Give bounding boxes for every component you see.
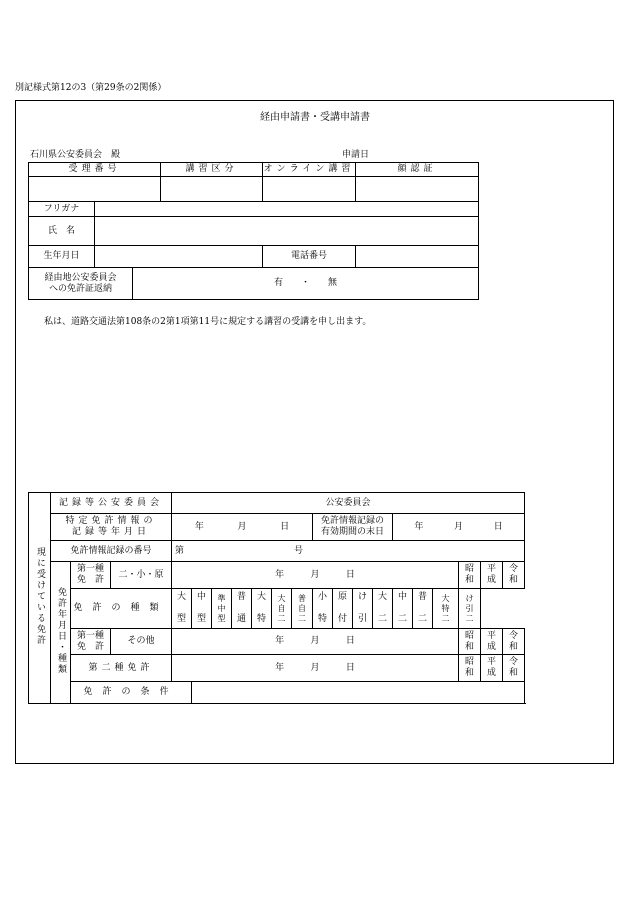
specific-info-label: 特定免許情報の 記録等年月日: [51, 514, 172, 541]
era-showa[interactable]: 昭 和: [459, 562, 481, 589]
conditions-field[interactable]: [192, 682, 525, 704]
license-type-label: 免許の種類: [71, 589, 172, 629]
furigana-field[interactable]: [95, 202, 479, 217]
name-field[interactable]: [95, 217, 479, 246]
license-type-9[interactable]: け 引: [353, 589, 373, 629]
record-commission-label: 記録等公安委員会: [51, 493, 172, 514]
other-label: その他: [111, 629, 172, 655]
license-return-label: 経由地公安委員会 への免許証返納: [29, 268, 133, 300]
era-heisei-3[interactable]: 平 成: [481, 655, 503, 682]
license-type-8[interactable]: 原 付: [333, 589, 353, 629]
second-class-label: 第二種免許: [71, 655, 172, 682]
license-type-5[interactable]: 大 自 二: [272, 589, 292, 629]
second-class-date[interactable]: 年 月 日: [172, 655, 459, 682]
record-number-field[interactable]: 第 号: [172, 541, 525, 562]
online-course-cell[interactable]: [263, 177, 356, 202]
face-auth-header: 顔認証: [356, 163, 479, 177]
first-class-other-label: 第一種 免 許: [71, 629, 111, 655]
first-class-label: 第一種 免 許: [71, 562, 111, 589]
specific-info-date[interactable]: 年 月 日: [172, 514, 313, 541]
birth-field[interactable]: [95, 246, 263, 268]
license-type-4[interactable]: 大 特: [252, 589, 272, 629]
era-heisei[interactable]: 平 成: [481, 562, 503, 589]
era-reiwa[interactable]: 令 和: [503, 562, 525, 589]
license-type-11[interactable]: 中 二: [393, 589, 413, 629]
face-auth-cell[interactable]: [356, 177, 479, 202]
course-category-cell[interactable]: [161, 177, 263, 202]
license-type-10[interactable]: 大 二: [373, 589, 393, 629]
era-heisei-2[interactable]: 平 成: [481, 629, 503, 655]
license-return-options[interactable]: 有 ・ 無: [133, 268, 479, 300]
license-type-2[interactable]: 準 中 型: [212, 589, 232, 629]
license-type-7[interactable]: 小 特: [313, 589, 333, 629]
phone-label: 電話番号: [263, 246, 356, 268]
declaration: 私は、道路交通法第108条の2第1項第11号に規定する講習の受講を申し出ます。: [44, 317, 372, 327]
first-class-other-date[interactable]: 年 月 日: [172, 629, 459, 655]
addressee: 石川県公安委員会 殿: [30, 150, 121, 160]
record-commission-value[interactable]: 公安委員会: [172, 493, 525, 514]
receipt-number-cell[interactable]: [29, 177, 161, 202]
license-type-14[interactable]: け 引 二: [459, 589, 481, 629]
first-class-small-date[interactable]: 年 月 日: [172, 562, 459, 589]
record-number-label: 免許情報記録の番号: [51, 541, 172, 562]
era-showa-2[interactable]: 昭 和: [459, 629, 481, 655]
license-date-type-side-label: 免許年月日・種類: [51, 562, 71, 704]
phone-field[interactable]: [356, 246, 479, 268]
course-category-header: 講習区分: [161, 163, 263, 177]
form-number: 別記様式第12の3（第29条の2関係）: [15, 83, 167, 93]
name-label: 氏 名: [29, 217, 95, 246]
current-license-side-label: 現に受けている免許: [29, 493, 51, 704]
receipt-number-header: 受理番号: [29, 163, 161, 177]
license-type-12[interactable]: 普 二: [413, 589, 433, 629]
era-reiwa-3[interactable]: 令 和: [503, 655, 525, 682]
online-course-header: オンライン講習: [263, 163, 356, 177]
license-type-6[interactable]: 普 自 二: [292, 589, 313, 629]
license-type-0[interactable]: 大 型: [172, 589, 192, 629]
license-type-1[interactable]: 中 型: [192, 589, 212, 629]
expiry-date[interactable]: 年 月 日: [393, 514, 525, 541]
license-type-13[interactable]: 大 特 二: [433, 589, 459, 629]
era-reiwa-2[interactable]: 令 和: [503, 629, 525, 655]
license-table: [28, 492, 525, 704]
birth-label: 生年月日: [29, 246, 95, 268]
form-title: 経由申請書・受講申請書: [260, 112, 370, 123]
applicant-table: [28, 162, 479, 300]
license-type-3[interactable]: 普 通: [232, 589, 252, 629]
conditions-label: 免許の条件: [71, 682, 192, 704]
expiry-label: 免許情報記録の 有効期間の末日: [313, 514, 393, 541]
first-class-small-label: 二・小・原: [111, 562, 172, 589]
application-date-label: 申請日: [342, 150, 370, 160]
furigana-label: フリガナ: [29, 202, 95, 217]
era-showa-3[interactable]: 昭 和: [459, 655, 481, 682]
